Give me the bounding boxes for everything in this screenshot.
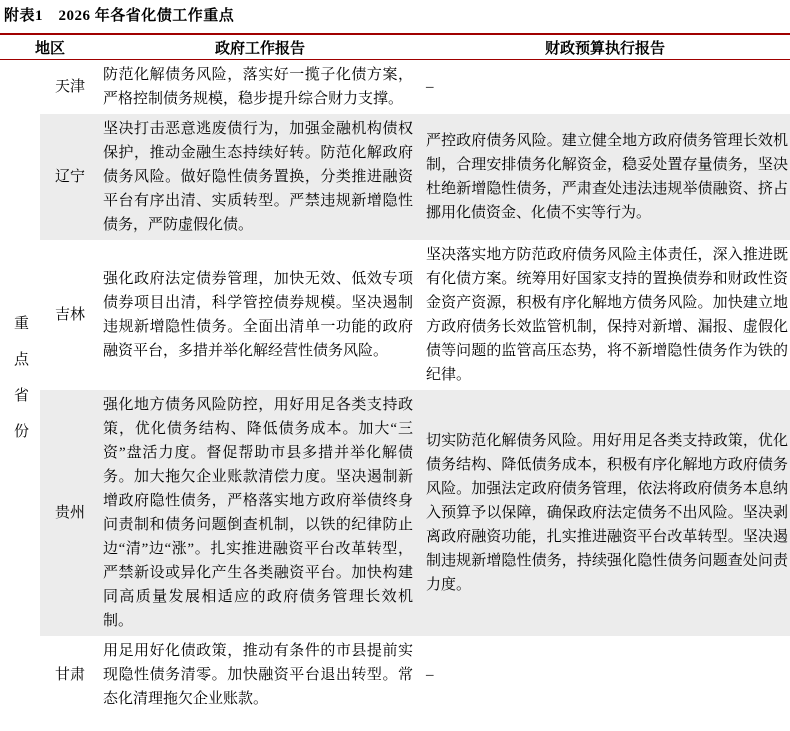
fiscal-report-text: – <box>426 667 434 683</box>
table-rows <box>40 60 790 714</box>
fiscal-report-cell <box>420 390 790 636</box>
province-cell: 辽宁 <box>54 169 85 185</box>
gov-report-text: 强化地方债务风险防控，用好用足各类支持政策，优化债务结构、降低债务成本。加大“三资”盘活力度。督促帮助市县多措并举化解债务。加大拖欠企业账款清偿力度。坚决遏制新增政府隐性债务，严格落实地方政府举债终身问责制和债务问题倒查机制，以铁的纪律防止边“清”边“涨”。扎实推进融资平台改革转型，严禁新设或异化产生各类融资平台。加快构建同高质量发展相适应的政府债务管理长效机制。 <box>103 397 413 629</box>
gov-report-cell <box>100 636 420 714</box>
header-cell-region: 地区 <box>34 40 65 57</box>
table-title: 附表1 2026 年各省化债工作重点 <box>4 8 235 24</box>
gov-report-text: 强化政府法定债券管理，加快无效、低效专项债券项目出清，科学管控债券规模。坚决遏制违规新增隐性债务。全面出清单一功能的政府融资平台，多措并举化解经营性债务风险。 <box>103 271 413 359</box>
fiscal-report-text: – <box>426 79 434 95</box>
table-row-liaoning <box>40 114 790 240</box>
province-cell: 甘肃 <box>54 667 85 683</box>
gov-report-cell <box>100 240 420 390</box>
province-cell: 吉林 <box>54 307 85 323</box>
gov-report-cell <box>100 114 420 240</box>
gov-report-cell <box>100 60 420 114</box>
fiscal-report-text: 切实防范化解债务风险。用好用足各类支持政策，优化债务结构、降低债务成本，积极有序化解地方政府债务风险。加强法定政府债务管理，依法将政府债务本息纳入预算予以保障，确保政府法定债务不出风险。坚决剥离政府融资功能，扎实推进融资平台改革转型。坚决遏制违规新增隐性债务，持续强化隐性债务问题查处问责力度。 <box>426 433 788 593</box>
table-row-jilin <box>40 240 790 390</box>
fiscal-report-cell <box>420 60 790 114</box>
table-row-guizhou <box>40 390 790 636</box>
header-cell-fiscal-report: 财政预算执行报告 <box>544 40 665 57</box>
fiscal-report-text: 坚决落实地方防范政府债务风险主体责任，深入推进既有化债方案。统筹用好国家支持的置换债券和财政性资金资产资源，积极有序化解地方债务风险。加快建立地方政府债务长效监管机制，保持对新增、漏报、虚假化债等问题的监管高压态势，将不新增隐性债务作为铁的纪律。 <box>426 247 788 383</box>
province-cell: 天津 <box>54 79 85 95</box>
fiscal-report-cell <box>420 114 790 240</box>
gov-report-text: 防范化解债务风险，落实好一揽子化债方案，严格控制债务规模，稳步提升综合财力支撑。 <box>103 67 413 107</box>
fiscal-report-text: 严控政府债务风险。建立健全地方政府债务管理长效机制，合理安排债务化解资金，稳妥处置存量债务，坚决杜绝新增隐性债务，严肃查处违法违规举债融资、挤占挪用化债资金、化债不实等行为。 <box>426 133 788 221</box>
row-group-label: 重点省份 <box>12 315 28 459</box>
table-header-row <box>0 35 790 60</box>
fiscal-report-cell <box>420 240 790 390</box>
table-row-tianjin <box>40 60 790 114</box>
header-cell-gov-report: 政府工作报告 <box>214 40 305 57</box>
debt-work-table <box>0 33 790 714</box>
province-cell: 贵州 <box>54 505 85 521</box>
gov-report-text: 坚决打击恶意逃废债行为，加强金融机构债权保护，推动金融生态持续好转。防范化解政府债务风险。做好隐性债务置换，分类推进融资平台有序出清、实质转型。严禁违规新增隐性债务，严防虚假化债。 <box>103 121 413 233</box>
gov-report-text: 用足用好化债政策，推动有条件的市县提前实现隐性债务清零。加快融资平台退出转型。常态化清理拖欠企业账款。 <box>103 643 413 707</box>
row-group-cell <box>0 60 40 714</box>
fiscal-report-cell <box>420 636 790 714</box>
table-row-gansu <box>40 636 790 714</box>
table-body <box>0 60 790 714</box>
gov-report-cell <box>100 390 420 636</box>
